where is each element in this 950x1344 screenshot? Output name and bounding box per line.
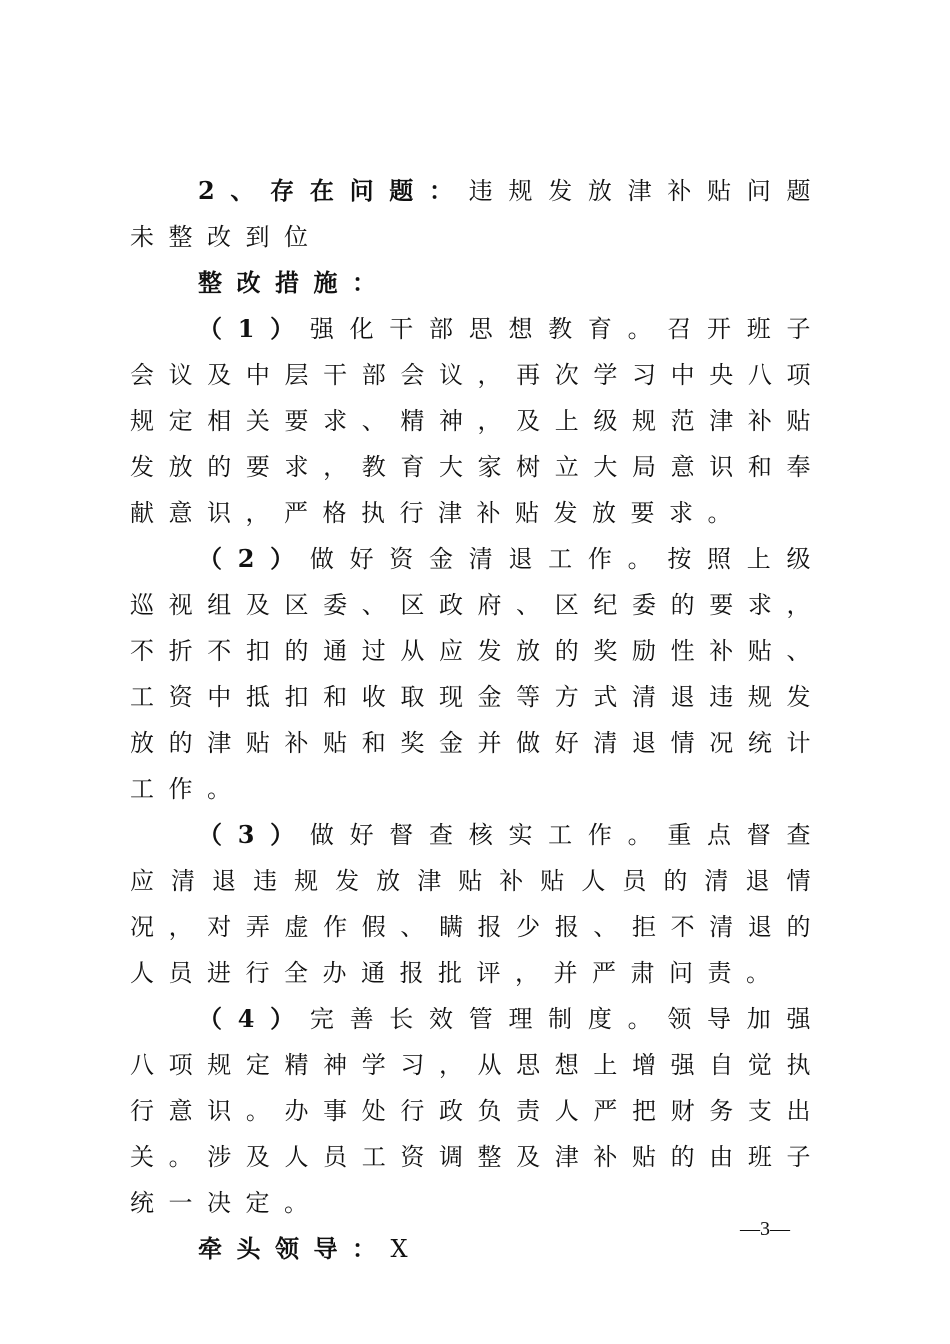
measures-paragraph xyxy=(130,260,825,306)
measure-number: （1） xyxy=(198,314,310,343)
measure-item-1 xyxy=(130,306,825,536)
issue-text: 违规发放津补贴问题未整改到位 xyxy=(130,177,826,251)
document-body xyxy=(130,168,825,1272)
page-number: —3— xyxy=(740,1218,790,1240)
leader-label: 牵头领导： xyxy=(198,1234,391,1263)
measure-item-3 xyxy=(130,812,825,996)
leader-value: X xyxy=(390,1235,423,1263)
measure-number: （4） xyxy=(198,1004,310,1033)
measure-number: （2） xyxy=(198,544,310,573)
measure-item-2 xyxy=(130,536,825,812)
leader-paragraph xyxy=(130,1226,825,1272)
measure-item-4 xyxy=(130,996,825,1226)
measure-text: 完善长效管理制度。领导加强八项规定精神学习，从思想上增强自觉执行意识。办事处行政负责人严把财务支出关。涉及人员工资调整及津补贴的由班子统一决定。 xyxy=(130,1005,825,1217)
measure-text: 强化干部思想教育。召开班子会议及中层干部会议，再次学习中央八项规定相关要求、精神，及上级规范津补贴发放的要求，教育大家树立大局意识和奉献意识，严格执行津补贴发放要求。 xyxy=(130,315,825,527)
measure-text: 做好督查核实工作。重点督查应清退违规发放津贴补贴人员的清退情况，对弄虚作假、瞒报少报、拒不清退的人员进行全办通报批评，并严肃问责。 xyxy=(130,821,825,987)
measure-text: 做好资金清退工作。按照上级巡视组及区委、区政府、区纪委的要求，不折不扣的通过从应发放的奖励性补贴、工资中抵扣和收取现金等方式清退违规发放的津贴补贴和奖金并做好清退情况统计工作。 xyxy=(130,545,825,803)
measures-heading: 整改措施： xyxy=(198,268,391,297)
issue-paragraph xyxy=(130,168,825,260)
measure-number: （3） xyxy=(198,820,310,849)
issue-heading: 2、存在问题： xyxy=(198,176,469,205)
